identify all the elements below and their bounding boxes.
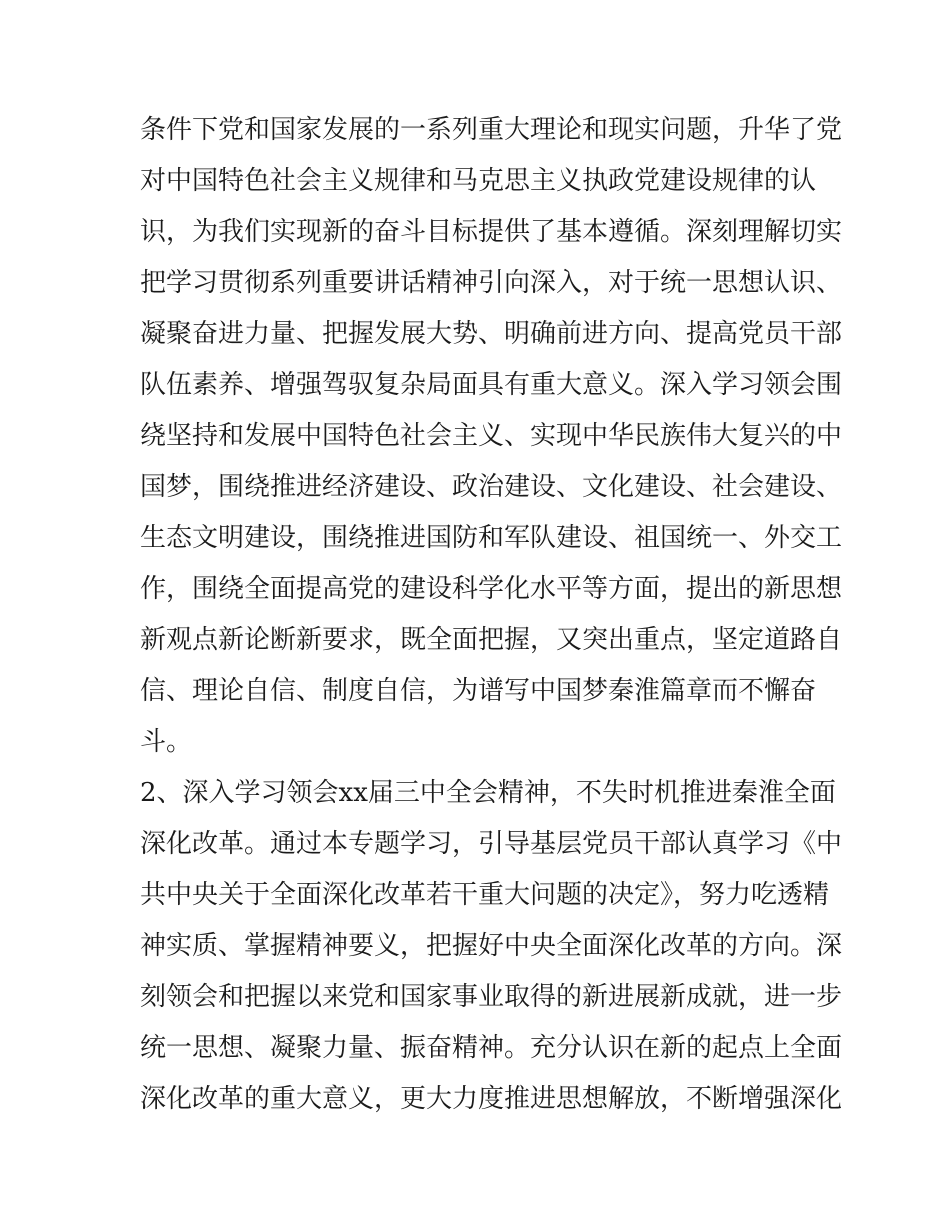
text-line: 作，围绕全面提高党的建设科学化水平等方面，提出的新思想 xyxy=(140,574,843,604)
text-line: 斗。 xyxy=(140,727,193,757)
text-line: 刻领会和把握以来党和国家事业取得的新进展新成就，进一步 xyxy=(140,982,843,1012)
text-line: 把学习贯彻系列重要讲话精神引向深入，对于统一思想认识、 xyxy=(140,268,843,298)
text-line: 深化改革的重大意义，更大力度推进思想解放，不断增强深化 xyxy=(140,1084,843,1114)
text-line: 条件下党和国家发展的一系列重大理论和现实问题，升华了党 xyxy=(140,115,843,145)
text-line: 绕坚持和发展中国特色社会主义、实现中华民族伟大复兴的中 xyxy=(140,421,843,451)
text-line: 深化改革。通过本专题学习，引导基层党员干部认真学习《中 xyxy=(140,829,843,859)
text-line: 凝聚奋进力量、把握发展大势、明确前进方向、提高党员干部 xyxy=(140,319,843,349)
text-line: 共中央关于全面深化改革若干重大问题的决定》，努力吃透精 xyxy=(140,880,830,910)
text-line: 2、深入学习领会xx届三中全会精神，不失时机推进秦淮全面 xyxy=(140,778,836,808)
text-line: 对中国特色社会主义规律和马克思主义执政党建设规律的认 xyxy=(140,166,817,196)
text-line: 信、理论自信、制度自信，为谱写中国梦秦淮篇章而不懈奋 xyxy=(140,676,817,706)
text-line: 生态文明建设，围绕推进国防和军队建设、祖国统一、外交工 xyxy=(140,523,843,553)
text-line: 统一思想、凝聚力量、振奋精神。充分认识在新的起点上全面 xyxy=(140,1033,843,1063)
text-line: 神实质、掌握精神要义，把握好中央全面深化改革的方向。深 xyxy=(140,931,843,961)
text-line: 国梦，围绕推进经济建设、政治建设、文化建设、社会建设、 xyxy=(140,472,843,502)
body-text xyxy=(140,105,843,1125)
text-line: 新观点新论断新要求，既全面把握，又突出重点，坚定道路自 xyxy=(140,625,843,655)
text-line: 队伍素养、增强驾驭复杂局面具有重大意义。深入学习领会围 xyxy=(140,370,843,400)
text-line: 识，为我们实现新的奋斗目标提供了基本遵循。深刻理解切实 xyxy=(140,217,843,247)
